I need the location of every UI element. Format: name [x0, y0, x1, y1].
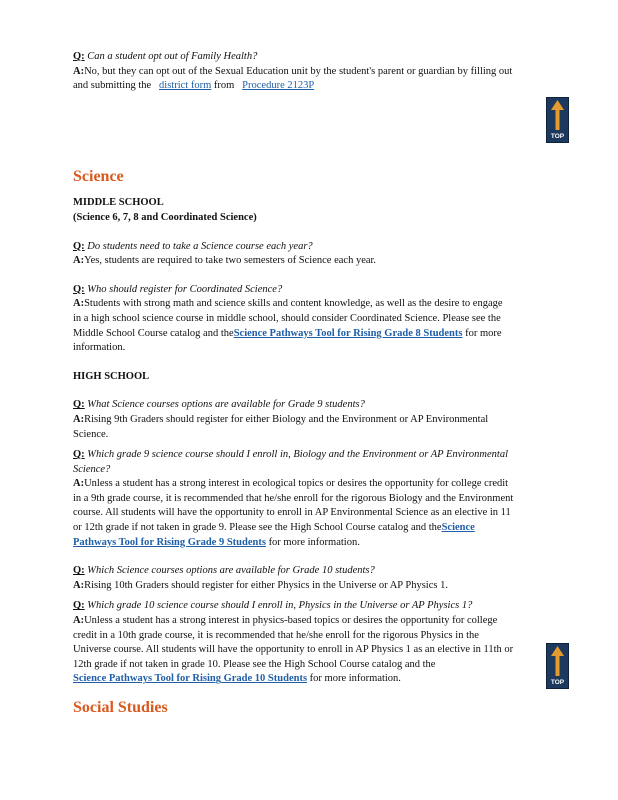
procedure-2123p-link[interactable]: Procedure 2123P [242, 80, 315, 92]
science-a4-for-more: for more information. [268, 536, 360, 548]
a-label: A: [73, 413, 85, 425]
fh-question [73, 50, 563, 65]
science-a2-line3: Middle School Course catalog and the [73, 327, 234, 339]
science-q1-text: Do students need to take a Science course each year? [87, 240, 313, 252]
science-a4 [73, 477, 563, 550]
science-q4 [73, 448, 563, 477]
back-to-top-button[interactable] [546, 643, 569, 689]
science-a1 [73, 254, 563, 269]
fh-answer [73, 65, 563, 94]
q-label: Q: [73, 565, 85, 577]
fh-answer-line1: No, but they can opt out of the Sexual Education unit by the student's parent or guardian by filling out [84, 65, 513, 77]
science-pathways-grade10-link[interactable]: Science Pathways Tool for Rising Grade 10 Students [73, 673, 308, 685]
science-a6-for-more: for more information. [309, 673, 401, 685]
q-label: Q: [73, 51, 85, 62]
science-a4-line4: or 12th grade if not taken in grade 9. Please see the High School Course catalog and the [73, 522, 442, 534]
a-label: A: [73, 615, 85, 627]
science-a2 [73, 297, 563, 355]
q-label: Q: [73, 283, 85, 295]
science-a2-line2: in a high school science course in middle school, should consider Coordinated Science. Please see the [73, 312, 501, 324]
science-a4-line1: Unless a student has a strong interest in ecological topics or desires the opportunity for college credit [84, 478, 509, 490]
top-label: TOP [550, 679, 565, 686]
science-a6-line3: Universe course. All students will have the opportunity to enroll in AP Physics 1 as an elective in 11th or [73, 644, 514, 656]
science-q1 [73, 240, 563, 255]
science-a6-line1: Unless a student has a strong interest in physics-based topics or desires the opportunity for college [84, 615, 498, 627]
a-label: A: [73, 65, 85, 77]
science-a3 [73, 413, 563, 442]
science-a3-line2: Science. [73, 428, 109, 440]
middle-school-heading: MIDDLE SCHOOL [73, 197, 164, 209]
science-a2-line4: information. [73, 342, 126, 354]
up-arrow-icon [547, 98, 568, 132]
faq-page [73, 50, 563, 716]
science-a6-line4: 12th grade if not taken in grade 10. Please see the High School Course catalog and the [73, 658, 436, 670]
q-label: Q: [73, 240, 85, 252]
science-q3-text: What Science courses options are available for Grade 9 students? [87, 399, 365, 411]
q-label: Q: [73, 399, 85, 411]
science-a4-line2: in a 9th grade course, it is recommended that he/she enroll for the rigorous Biology and the Environment [73, 492, 514, 504]
science-q2-text: Who should register for Coordinated Science? [87, 283, 283, 295]
science-q6-text: Which grade 10 science course should I enroll in, Physics in the Universe or AP Physics 1? [87, 600, 473, 612]
science-a2-for-more: for more [465, 327, 502, 339]
fh-answer-line2: and submitting the [73, 80, 152, 92]
top-label: TOP [550, 133, 565, 140]
science-a1-text: Yes, students are required to take two semesters of Science each year. [84, 255, 377, 267]
social-studies-heading: Social Studies [73, 699, 168, 716]
a-label: A: [73, 298, 85, 310]
a-label: A: [73, 478, 85, 490]
high-school-heading: HIGH SCHOOL [73, 370, 150, 382]
district-form-link[interactable]: district form [159, 80, 212, 92]
science-q4-line1: Which grade 9 science course should I enroll in, Biology and the Environment or AP Environmental [87, 449, 508, 461]
up-arrow-icon [547, 644, 568, 678]
science-q5-text: Which Science courses options are available for Grade 10 students? [87, 565, 375, 577]
q-label: Q: [73, 600, 85, 612]
science-a5-text: Rising 10th Graders should register for either Physics in the Universe or AP Physics 1. [84, 579, 448, 591]
q-label: Q: [73, 449, 85, 461]
science-q2 [73, 283, 563, 298]
science-a3-line1: Rising 9th Graders should register for either Biology and the Environment or AP Environmental [84, 413, 489, 425]
back-to-top-button[interactable] [546, 97, 569, 143]
middle-school-subheading: (Science 6, 7, 8 and Coordinated Science) [73, 211, 257, 223]
a-label: A: [73, 255, 85, 267]
science-a4-line3: course. All students will have the opportunity to enroll in AP Environmental Science as an elective in 11 [73, 507, 511, 519]
science-q6 [73, 599, 563, 614]
science-q3 [73, 398, 563, 413]
science-q4-line2: Science? [73, 463, 111, 475]
science-q5 [73, 564, 563, 579]
fh-question-text: Can a student opt out of Family Health? [87, 51, 258, 62]
science-pathways-grade8-link[interactable]: Science Pathways Tool for Rising Grade 8 Students [233, 327, 463, 339]
science-pathways-grade9-link-part2[interactable]: Pathways Tool for Rising Grade 9 Students [73, 536, 266, 548]
science-a6-line2: credit in a 10th grade course, it is recommended that he/she enroll for the rigorous Physics in the [73, 629, 479, 641]
science-heading: Science [73, 167, 124, 185]
a-label: A: [73, 579, 85, 591]
from-text: from [213, 80, 235, 92]
science-pathways-grade9-link-part1[interactable]: Science [441, 522, 475, 534]
science-a6 [73, 614, 563, 687]
science-a2-line1: Students with strong math and science skills and content knowledge, as well as the desire to engage [84, 298, 503, 310]
science-a5 [73, 579, 563, 594]
